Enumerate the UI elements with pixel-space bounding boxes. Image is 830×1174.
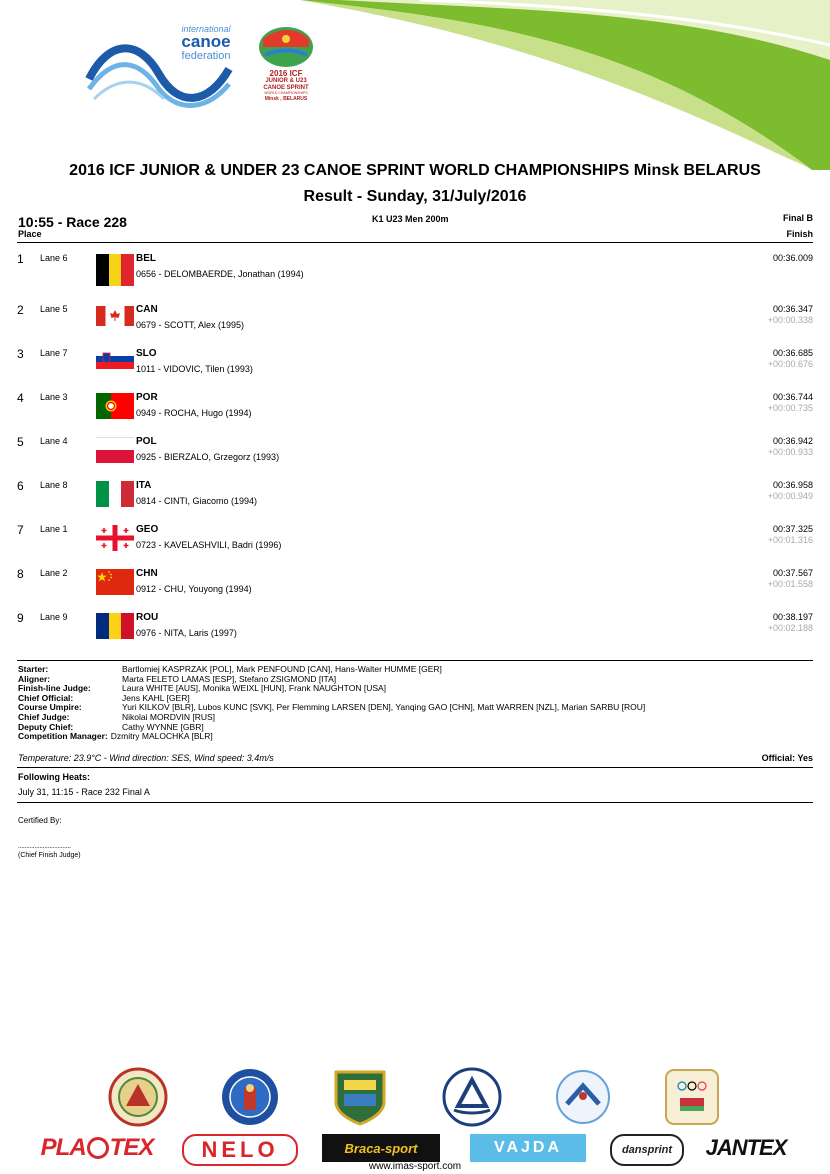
place-column-header: Place bbox=[18, 229, 42, 239]
event-logo-picture bbox=[257, 25, 315, 69]
nation-code: POR bbox=[136, 392, 158, 403]
certified-by-label: Certified By: bbox=[18, 816, 62, 825]
event-logo bbox=[255, 25, 317, 115]
athlete-name: 0925 - BIERZALO, Grzegorz (1993) bbox=[136, 452, 280, 462]
athlete-name: 0656 - DELOMBAERDE, Jonathan (1994) bbox=[136, 269, 304, 279]
finish-time: 00:36.744 bbox=[772, 392, 813, 402]
canoe-emblem-icon bbox=[257, 25, 315, 69]
icf-word-3: federation bbox=[181, 50, 231, 62]
weather-info: Temperature: 23.9°C - Wind direction: SES, Wind speed: 3.4m/s bbox=[18, 753, 274, 763]
poland-flag-icon bbox=[96, 437, 134, 463]
official-role: Competition Manager: bbox=[18, 731, 108, 742]
time-difference: +00:00.933 bbox=[767, 447, 813, 457]
ministry-seal-icon bbox=[553, 1066, 613, 1128]
official-role: Aligner: bbox=[18, 673, 51, 684]
finish-time: 00:36.942 bbox=[772, 436, 813, 446]
official-names: Jens KAHL [GER] bbox=[122, 692, 190, 703]
lane-label: Lane 6 bbox=[40, 253, 68, 263]
time-difference: +00:00.735 bbox=[767, 403, 813, 413]
athlete-name: 0949 - ROCHA, Hugo (1994) bbox=[136, 408, 252, 418]
race-time: 10:55 - Race 228 bbox=[18, 214, 127, 230]
event-logo-line: 2016 ICF bbox=[269, 69, 303, 78]
following-heat-item: July 31, 11:15 - Race 232 Final A bbox=[18, 787, 150, 797]
divider bbox=[17, 242, 813, 243]
nation-code: ROU bbox=[136, 612, 159, 623]
china-flag-icon bbox=[96, 569, 134, 595]
lane-label: Lane 5 bbox=[40, 304, 68, 314]
athlete-name: 1011 - VIDOVIC, Tilen (1993) bbox=[136, 364, 253, 374]
slovenia-flag-icon bbox=[96, 349, 134, 369]
result-row bbox=[0, 250, 830, 294]
sponsor-logo: dansprint bbox=[610, 1134, 684, 1166]
event-logo-line: Minsk , BELARUS bbox=[264, 96, 308, 102]
time-difference: +00:00.676 bbox=[767, 359, 813, 369]
place-number: 2 bbox=[17, 303, 24, 317]
sponsor-logo: NELO bbox=[182, 1134, 298, 1166]
time-difference: +00:01.558 bbox=[767, 579, 813, 589]
nation-code: CAN bbox=[136, 304, 158, 315]
result-row bbox=[0, 521, 830, 565]
icf-wordmark bbox=[168, 24, 244, 62]
sponsor-logo: PLA TEX bbox=[40, 1134, 154, 1161]
nation-code: POL bbox=[136, 436, 157, 447]
city-seal-icon bbox=[220, 1066, 280, 1128]
time-difference: +00:00.949 bbox=[767, 491, 813, 501]
sponsor-logo: Braca-sport bbox=[322, 1134, 440, 1162]
result-row bbox=[0, 345, 830, 389]
icf-word-2: canoe bbox=[181, 32, 231, 51]
finish-column-header: Finish bbox=[786, 229, 813, 239]
finish-time: 00:36.685 bbox=[772, 348, 813, 358]
official-role: Course Umpire: bbox=[18, 702, 82, 713]
official-names: Bartlomiej KASPRZAK [POL], Mark PENFOUND [CAN], Hans-Walter HUMME [GER] bbox=[122, 664, 442, 674]
athlete-name: 0976 - NITA, Laris (1997) bbox=[136, 628, 237, 638]
place-number: 6 bbox=[17, 479, 24, 493]
official-role: Starter: bbox=[18, 664, 49, 674]
place-number: 4 bbox=[17, 391, 24, 405]
finish-time: 00:37.325 bbox=[772, 524, 813, 534]
sponsor-logo: JANTEX bbox=[705, 1135, 787, 1160]
event-name: K1 U23 Men 200m bbox=[372, 214, 449, 224]
canoe-club-seal-icon bbox=[442, 1066, 502, 1128]
federation-seal-icon bbox=[108, 1066, 168, 1128]
divider bbox=[17, 767, 813, 768]
portugal-flag-icon bbox=[96, 393, 134, 419]
signer-role: (Chief Finish Judge) bbox=[18, 852, 81, 859]
finish-time: 00:36.958 bbox=[772, 480, 813, 490]
result-row bbox=[0, 477, 830, 521]
official-role: Finish-line Judge: bbox=[18, 683, 91, 694]
result-row bbox=[0, 433, 830, 477]
official-role: Deputy Chief: bbox=[18, 721, 74, 732]
olympic-committee-seal-icon bbox=[662, 1066, 722, 1128]
event-logo-text bbox=[255, 69, 317, 103]
document-subtitle: Result - Sunday, 31/July/2016 bbox=[303, 188, 527, 205]
belgium-flag-icon bbox=[96, 254, 134, 286]
official-row bbox=[18, 713, 645, 723]
nation-code: BEL bbox=[136, 253, 156, 264]
event-logo-line: CANOE SPRINT bbox=[263, 84, 309, 91]
official-row bbox=[18, 684, 645, 694]
place-number: 5 bbox=[17, 435, 24, 449]
finish-time: 00:38.197 bbox=[772, 612, 813, 622]
lane-label: Lane 7 bbox=[40, 348, 68, 358]
finish-time: 00:36.009 bbox=[772, 253, 813, 263]
lane-label: Lane 9 bbox=[40, 612, 68, 622]
place-number: 9 bbox=[17, 611, 24, 625]
place-number: 1 bbox=[17, 252, 24, 266]
document-title: 2016 ICF JUNIOR & UNDER 23 CANOE SPRINT WORLD CHAMPIONSHIPS Minsk BELARUS bbox=[69, 162, 761, 179]
athlete-name: 0814 - CINTI, Giacomo (1994) bbox=[136, 496, 258, 506]
following-heats-title: Following Heats: bbox=[18, 772, 90, 782]
lane-label: Lane 2 bbox=[40, 568, 68, 578]
lane-label: Lane 3 bbox=[40, 392, 68, 402]
official-names: Yuri KILKOV [BLR], Lubos KUNC [SVK], Per Flemming LARSEN [DEN], Yanqing GAO [CHN], Matt WARREN [NZL], Marian SARBU [ROU] bbox=[122, 702, 646, 713]
result-row bbox=[0, 389, 830, 433]
finish-time: 00:36.347 bbox=[772, 304, 813, 314]
place-number: 3 bbox=[17, 347, 24, 361]
official-names: Nikolai MORDVIN [RUS] bbox=[122, 711, 216, 722]
georgia-flag-icon bbox=[96, 525, 134, 551]
athlete-name: 0723 - KAVELASHVILI, Badri (1996) bbox=[136, 540, 282, 550]
romania-flag-icon bbox=[96, 613, 134, 639]
icf-word-1: international bbox=[181, 24, 231, 34]
region-crest-icon bbox=[330, 1066, 390, 1128]
official-names: Marta FELETO LAMAS [ESP], Stefano ZSIGMOND [ITA] bbox=[122, 673, 337, 684]
finish-time: 00:37.567 bbox=[772, 568, 813, 578]
divider bbox=[17, 802, 813, 803]
nation-code: SLO bbox=[136, 348, 157, 359]
time-difference: +00:02.188 bbox=[767, 623, 813, 633]
official-row bbox=[18, 732, 645, 742]
athlete-name: 0912 - CHU, Youyong (1994) bbox=[136, 584, 252, 594]
lane-label: Lane 4 bbox=[40, 436, 68, 446]
time-difference: +00:00.338 bbox=[767, 315, 813, 325]
lane-label: Lane 8 bbox=[40, 480, 68, 490]
result-row bbox=[0, 565, 830, 609]
race-phase: Final B bbox=[782, 213, 813, 223]
place-number: 8 bbox=[17, 567, 24, 581]
place-number: 7 bbox=[17, 523, 24, 537]
sponsor-logo: VAJDA bbox=[470, 1134, 586, 1162]
official-role: Chief Judge: bbox=[18, 711, 70, 722]
result-row bbox=[0, 301, 830, 345]
signature-line: ................................ bbox=[18, 843, 71, 850]
icf-logo bbox=[84, 24, 244, 114]
event-logo-line: JUNIOR & U23 bbox=[265, 78, 307, 84]
sponsor-website: www.imas-sport.com bbox=[368, 1161, 462, 1172]
lane-label: Lane 1 bbox=[40, 524, 68, 534]
official-row bbox=[18, 703, 645, 713]
official-status: Official: Yes bbox=[761, 753, 813, 763]
official-role: Chief Official: bbox=[18, 692, 74, 703]
nation-code: ITA bbox=[136, 480, 152, 491]
result-row bbox=[0, 609, 830, 653]
italy-flag-icon bbox=[96, 481, 134, 507]
event-logo-line: WORLD CHAMPIONSHIPS bbox=[264, 91, 308, 95]
nation-code: GEO bbox=[136, 524, 159, 535]
nation-code: CHN bbox=[136, 568, 158, 579]
time-difference: +00:01.316 bbox=[767, 535, 813, 545]
official-names: Laura WHITE [AUS], Monika WEIXL [HUN], Frank NAUGHTON [USA] bbox=[122, 683, 387, 694]
athlete-name: 0679 - SCOTT, Alex (1995) bbox=[136, 320, 245, 330]
official-names: Dzmitry MALOCHKA [BLR] bbox=[110, 731, 213, 742]
official-names: Cathy WYNNE [GBR] bbox=[122, 721, 204, 732]
officials-list bbox=[18, 665, 645, 742]
divider bbox=[17, 660, 813, 661]
canada-flag-icon bbox=[96, 306, 134, 326]
